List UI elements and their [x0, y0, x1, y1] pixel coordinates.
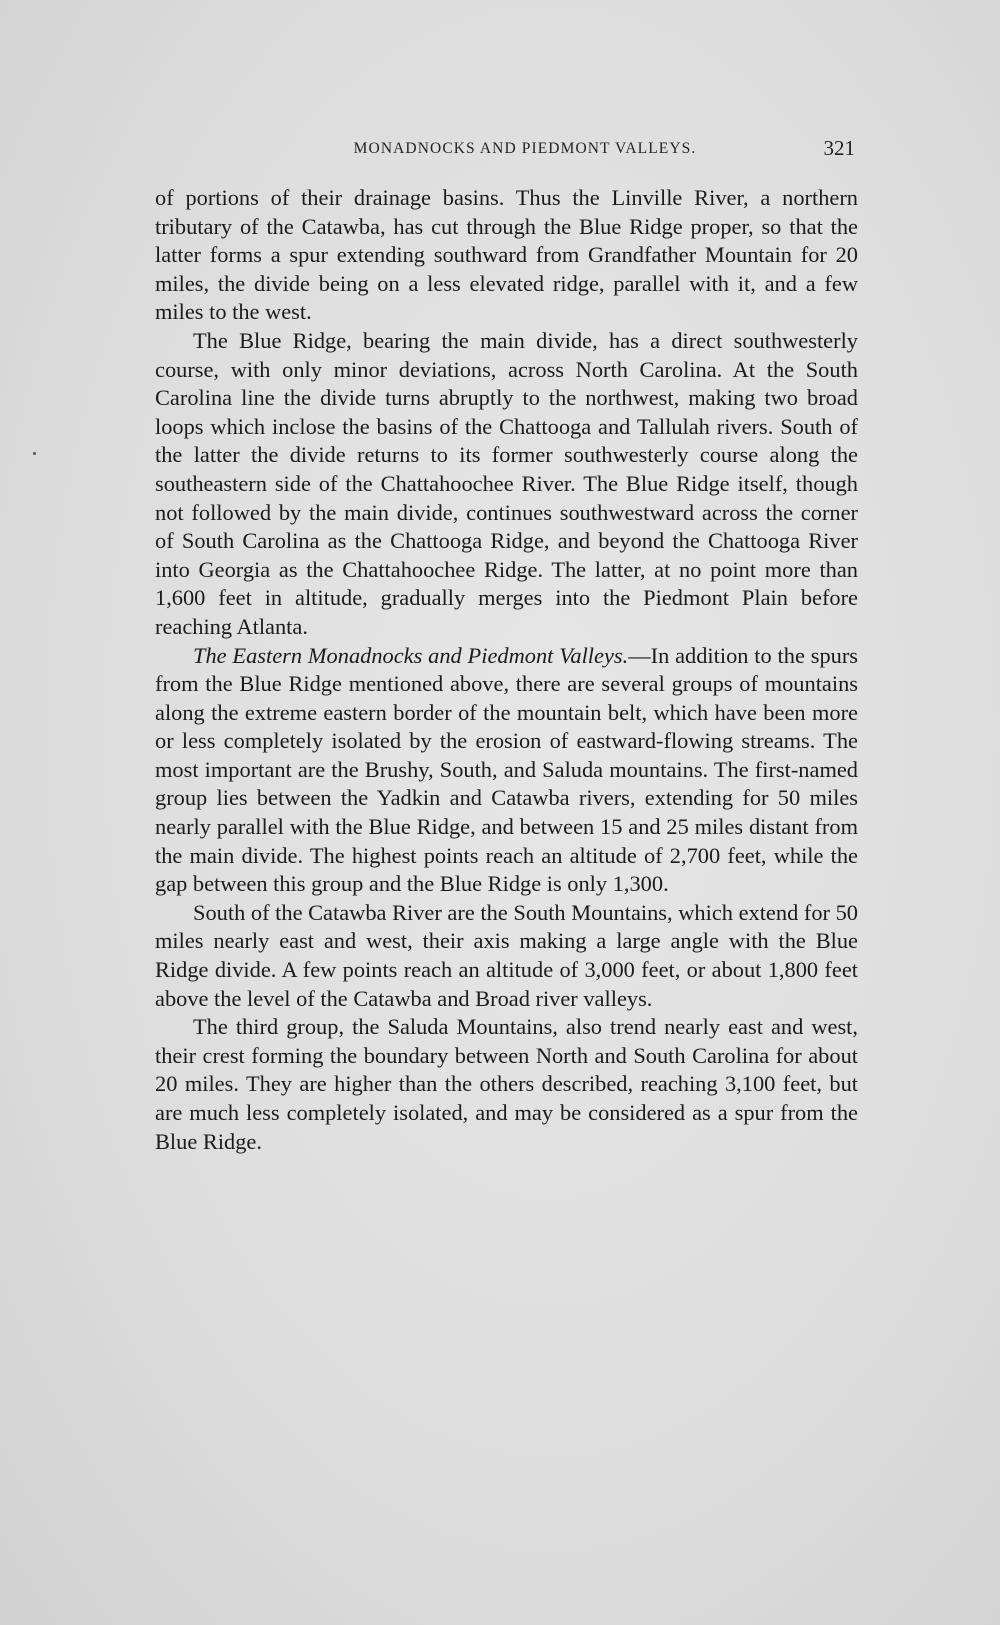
- paragraph-south-mountains: [155, 899, 858, 1013]
- paragraph-saluda-mountains: [155, 1013, 858, 1156]
- running-head: MONADNOCKS AND PIEDMONT VALLEYS.: [353, 140, 697, 157]
- paragraph-blue-ridge: [155, 327, 858, 642]
- paragraph-text: —In addition to the spurs from the Blue Ridge mentioned above, there are several groups of mountains along the extreme eastern border of the mountain belt, which have been more or less completely isolated by the erosion of eastward-flowing streams. The most important are the Brushy, South, and Saluda mountains. The first-named group lies between the Yadkin and Catawba rivers, extending for 50 miles nearly parallel with the Blue Ridge, and between 15 and 25 miles distant from the main divide. The highest points reach an altitude of 2,700 feet, while the gap between this group and the Blue Ridge is only 1,300.: [155, 642, 859, 897]
- section-heading: The Eastern Monadnocks and Piedmont Valleys.: [193, 642, 629, 668]
- paragraph-continuation: [155, 184, 858, 327]
- paragraph-text: of portions of their drainage basins. Thus the Linville River, a northern tributary of the Catawba, has cut through the Blue Ridge proper, so that the latter forms a spur extending southward from Grandfather Mountain for 20 miles, the divide being on a less elevated ridge, parallel with it, and a few miles to the west.: [155, 185, 858, 325]
- page-header: [155, 136, 855, 164]
- page-number: 321: [823, 136, 855, 160]
- ink-speck: [33, 452, 36, 455]
- paragraph-text: The third group, the Saluda Mountains, also trend nearly east and west, their crest forming the boundary between North and South Carolina for about 20 miles. They are higher than the others described, reaching 3,100 feet, but are much less completely isolated, and may be considered as a spur from the Blue Ridge.: [155, 1014, 858, 1154]
- paragraph-text: South of the Catawba River are the South Mountains, which extend for 50 miles nearly east and west, their axis making a large angle with the Blue Ridge divide. A few points reach an altitude of 3,000 feet, or about 1,800 feet above the level of the Catawba and Broad river valleys.: [155, 899, 858, 1011]
- body-text: [155, 184, 858, 1156]
- paragraph-text: The Blue Ridge, bearing the main divide, has a direct southwesterly course, with only minor deviations, across North Carolina. At the South Carolina line the divide turns abruptly to the northwest, making two broad loops which inclose the basins of the Chattooga and Tallulah rivers. South of the latter the divide returns to its former southwesterly course along the southeastern side of the Chattahoochee River. The Blue Ridge itself, though not followed by the main divide, continues southwestward across the corner of South Carolina as the Chattooga Ridge, and beyond the Chattooga River into Georgia as the Chattahoochee Ridge. The latter, at no point more than 1,600 feet in altitude, gradually merges into the Piedmont Plain before reaching Atlanta.: [155, 327, 858, 639]
- paragraph-eastern-monadnocks: [155, 642, 858, 899]
